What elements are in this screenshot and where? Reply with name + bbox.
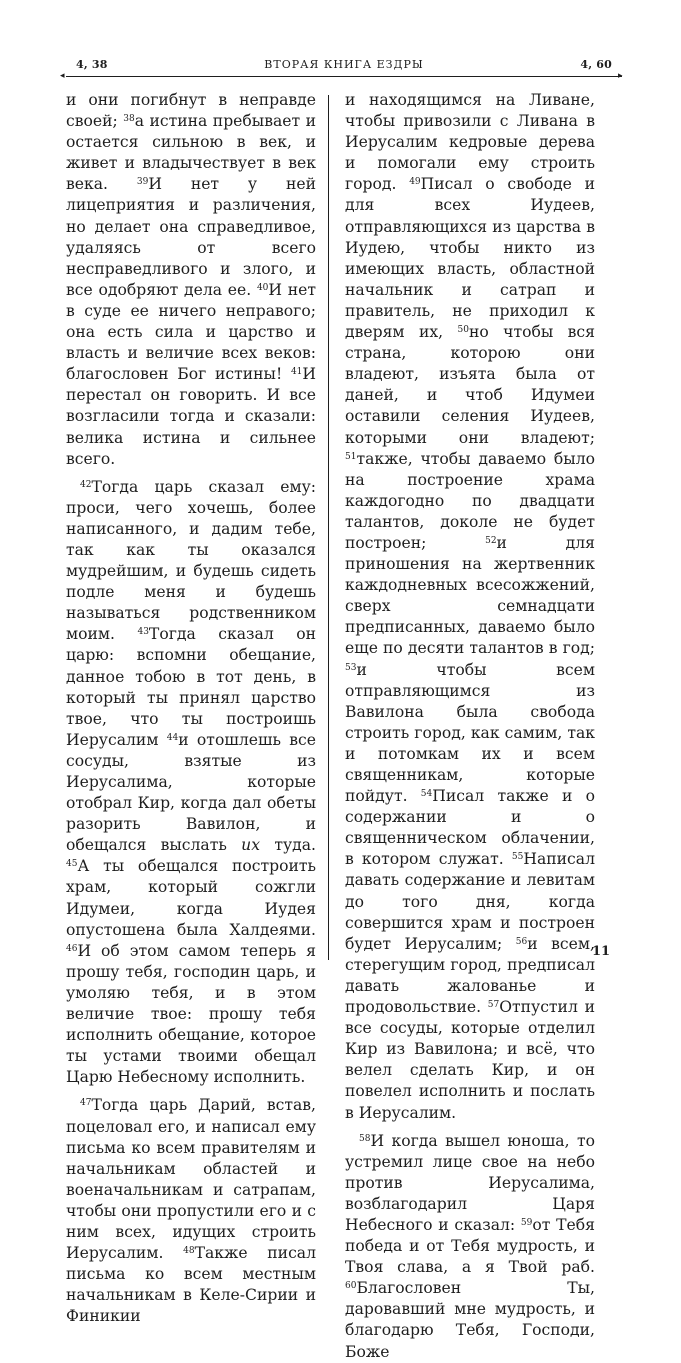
verse-number: 58 — [359, 1133, 371, 1144]
header-left-reference: 4, 38 — [76, 58, 108, 71]
paragraph — [66, 1095, 316, 1327]
verse-number: 53 — [345, 662, 357, 673]
verse-text: Благословен Ты, даровавший мне мудрость, и благодарю Тебя, Господи, Боже — [345, 1279, 595, 1361]
paragraph — [345, 1131, 595, 1363]
verse-number: 38 — [123, 114, 135, 125]
verse-text: Тогда сказал он царю: вспомни обещание, данное тобою в тот день, в который ты принял царство твое, что ты построишь Иерусалим — [66, 625, 316, 749]
verse-text: И нет в суде ее ничего неправого; она есть сила и царство и власть и величие всех веков: благословен Бог истины! — [66, 280, 316, 384]
paragraph — [66, 90, 316, 470]
verse-text: и всем, стерегущим город, предписал давать жалованье и продовольствие. — [345, 934, 595, 1017]
verse-number: 52 — [485, 535, 497, 546]
paragraph — [345, 90, 595, 1124]
header-rule-ornament-left: ◂ — [60, 71, 65, 81]
verse-text: Писал также и о содержании и о священническом облачении, в котором служат. — [345, 787, 595, 869]
verse-text: Тогда царь сказал ему: проси, чего хочешь, более написанного, и дадим тебе, так как ты оказался мудрейшим, и будешь сидеть подле меня и будешь называться родственником моим. — [66, 477, 316, 644]
verse-number: 48 — [183, 1246, 195, 1257]
verse-text: туда. — [260, 836, 316, 855]
verse-number: 44 — [166, 732, 179, 743]
verse-number: 45 — [66, 859, 78, 870]
verse-text: Тогда царь Дарий, встав, поцеловал его, и написал ему письма ко всем правителям и начальникам областей и военачальникам и сатрапам, чтобы они пропустили его и с ним всех, идущих строить Иерусалим. — [66, 1096, 316, 1263]
verse-text: Написал давать содержание и левитам до того дня, когда совершится храм и построен будет Иерусалим; — [345, 850, 595, 953]
verse-text: А ты обещался построить храм, который сожгли Идумеи, когда Иудея опустошена была Халдеями. — [66, 857, 316, 939]
page-number: 11 — [592, 944, 611, 959]
verse-text: И нет у ней лицеприятия и различения, но делает она справедливое, удаляясь от всего несправедливого и злого, и все одобряют дела ее. — [66, 175, 316, 299]
verse-text: и для приношения на жертвенник каждодневных всесожжений, сверх семнадцати предписанных, даваемо было еще по десяти талантов в год; — [345, 533, 595, 658]
column-divider — [328, 95, 329, 960]
italic-word: их — [241, 836, 261, 855]
verse-number: 51 — [345, 451, 357, 462]
verse-number: 50 — [457, 325, 469, 336]
running-header — [62, 58, 626, 74]
verse-number: 41 — [290, 367, 303, 378]
header-rule — [66, 76, 622, 77]
verse-text: а истина пребывает и остается сильною в век, и живет и владычествует в век века. — [66, 112, 317, 194]
verse-number: 56 — [515, 936, 528, 947]
verse-text: И об этом самом теперь я прошу тебя, господин царь, и умоляю тебя, и в этом величие твое: прошу тебя исполнить обещание, которое ты устами твоими обещал Царю Небесному исполнить. — [66, 941, 316, 1087]
verse-text: и находящимся на Ливане, чтобы привозили с Ливана в Иерусалим кедровые дерева и помогали ему строить город. — [345, 91, 595, 194]
verse-number: 55 — [511, 852, 524, 863]
verse-text: Также писал письма ко всем местным начальникам в Келе-Сирии и Финикии — [66, 1244, 317, 1326]
verse-number: 59 — [520, 1217, 533, 1228]
verse-text: и чтобы всем отправляющимся из Вавилона была свобода строить город, как самим, так и потомкам их и всем священникам, которые пойдут. — [345, 660, 595, 806]
verse-number: 54 — [420, 789, 433, 800]
verse-text: и отошлешь все сосуды, взятые из Иерусалима, которые отобрал Кир, когда дал обеты разорить Вавилон, и обещался выслать — [66, 730, 316, 855]
verse-number: 47 — [80, 1098, 92, 1109]
verse-text: также, чтобы даваемо было на построение храма каждогодно по двадцати талантов, доколе не будет построен; — [345, 449, 595, 552]
verse-text: Писал о свободе и для всех Иудеев, отправляющихся из царства в Иудею, чтобы никто из имеющих власть, областной начальник и сатрап и правитель, не приходил к дверям их, — [345, 175, 595, 342]
verse-text: И перестал он говорить. И все возгласили тогда и сказали: велика истина и сильнее всего. — [66, 365, 316, 468]
verse-text: Отпустил и все сосуды, которые отделил Кир из Вавилона; и всё, что велел сделать Кир, и он повелел исполнить и послать в Иерусалим. — [345, 998, 595, 1122]
left-text-column — [66, 90, 316, 1327]
header-right-reference: 4, 60 — [580, 58, 612, 71]
verse-number: 60 — [345, 1281, 357, 1292]
paragraph — [66, 477, 316, 1089]
verse-number: 49 — [409, 177, 421, 188]
verse-number: 46 — [66, 943, 78, 954]
header-rule-ornament-right: ▸ — [618, 71, 623, 81]
verse-text: и они погибнут в неправде своей; — [66, 91, 316, 131]
right-text-column — [345, 90, 595, 1363]
verse-number: 39 — [136, 177, 149, 188]
verse-text: от Тебя победа и от Тебя мудрость, и Твоя слава, а я Твой раб. — [345, 1215, 595, 1277]
verse-number: 42 — [80, 479, 92, 490]
header-book-title: ВТОРАЯ КНИГА ЕЗДРЫ — [264, 58, 424, 71]
verse-number: 40 — [256, 282, 269, 293]
verse-text: И когда вышел юноша, то устремил лице свое на небо против Иерусалима, возблагодарил Царя Небесного и сказал: — [345, 1131, 595, 1234]
verse-number: 43 — [137, 627, 149, 638]
verse-number: 57 — [487, 1000, 500, 1011]
verse-text: но чтобы вся страна, которою они владеют, изъята была от даней, и чтоб Идумеи оставили селения Иудеев, которыми они владеют; — [345, 323, 595, 447]
